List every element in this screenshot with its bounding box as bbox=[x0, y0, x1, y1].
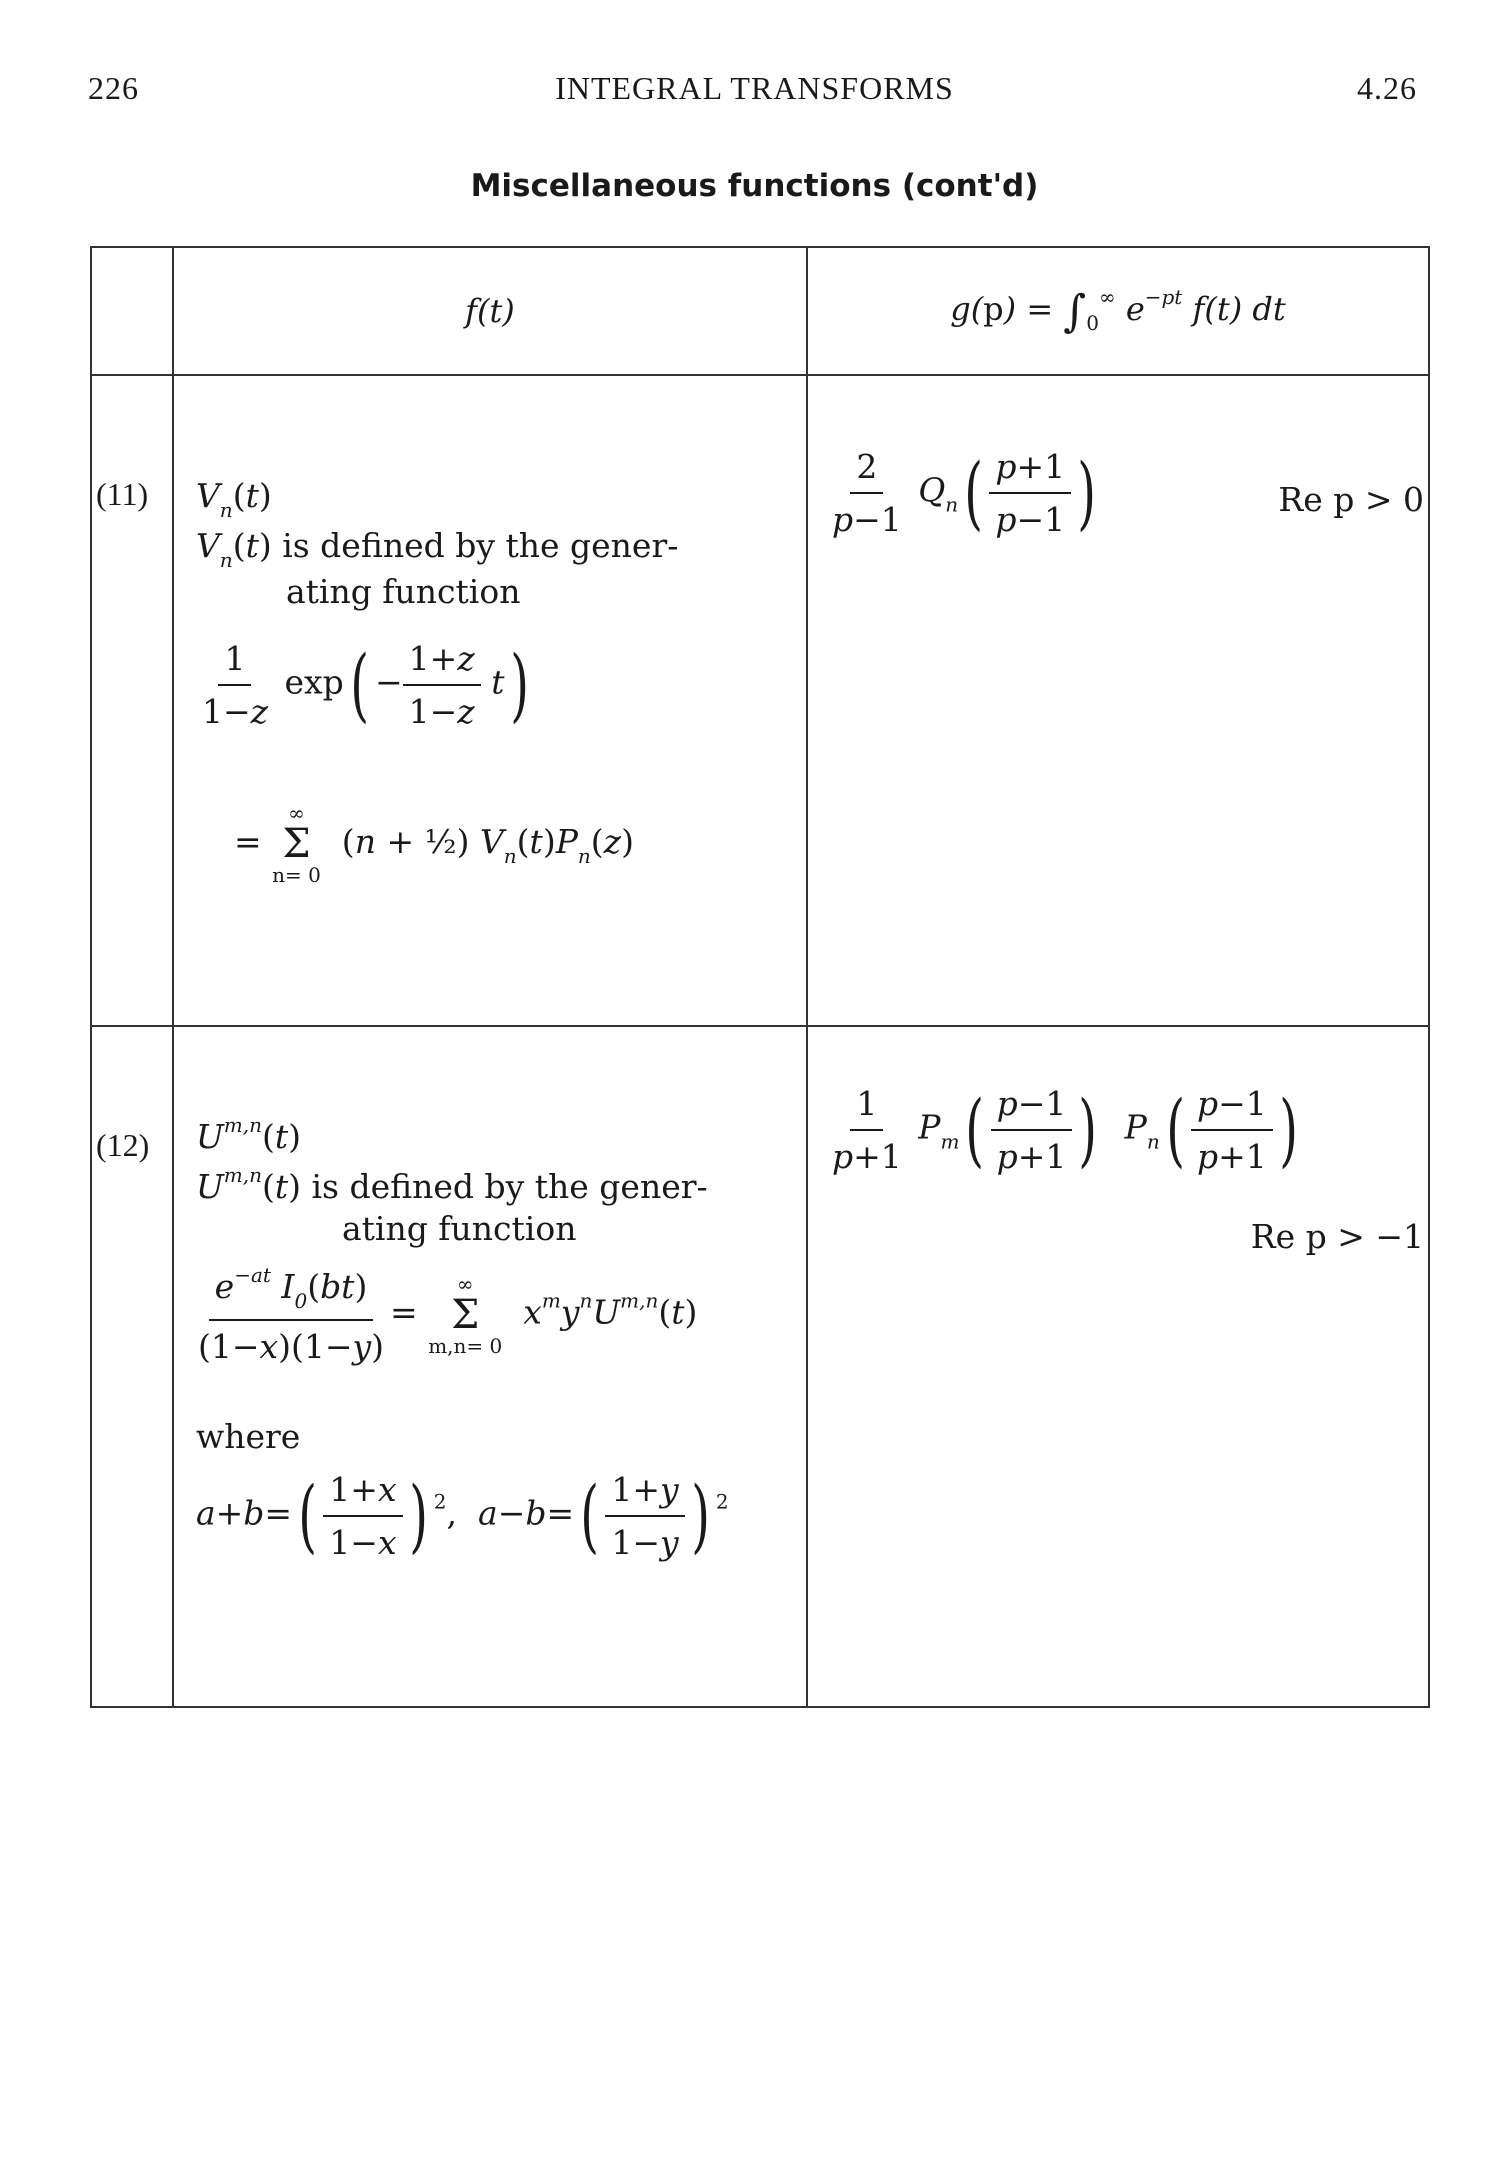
table-row bbox=[91, 375, 1429, 1026]
generating-function: $\frac{1}{1-z}$ exp( − $\frac{1+z}{1-z}$ t) bbox=[201, 638, 530, 731]
f-cell bbox=[173, 1026, 807, 1707]
f-cell bbox=[173, 375, 807, 1026]
generating-function: $\frac{e^{-at} I_0(bt)}{(1-x)(1-y)}$ = ∞ Σ m,n= 0 $x^my^nU^{m,n}(t)$ bbox=[197, 1263, 698, 1366]
condition: Re p > −1 bbox=[1250, 1217, 1424, 1256]
relations: a+b=( $\frac{1+x}{1-x}$ ) $^2$, a−b=( $\frac{1+y}{1-y}$ ) $^2$ bbox=[195, 1469, 729, 1562]
g-expression: $\frac{2}{p-1}$ $Q_n$( $\frac{p+1}{p-1}$ ) bbox=[831, 446, 1097, 539]
number-header-cell bbox=[91, 247, 173, 375]
row-number: (11) bbox=[91, 375, 173, 1026]
running-title: INTEGRAL TRANSFORMS bbox=[555, 70, 954, 106]
g-cell bbox=[807, 375, 1429, 1026]
row-number: (12) bbox=[91, 1026, 173, 1707]
condition: Re p > 0 bbox=[1278, 480, 1424, 519]
table-header-row bbox=[91, 247, 1429, 375]
series-expansion: = ∞ Σ n= 0 (n + ½) $V_n(t)P_n(z)$ bbox=[233, 801, 634, 887]
g-cell bbox=[807, 1026, 1429, 1707]
f-column-header: f(t) bbox=[173, 247, 807, 375]
definition-line-2: ating function bbox=[341, 1209, 577, 1248]
where-label: where bbox=[195, 1417, 301, 1456]
page-number: 226 bbox=[88, 70, 139, 106]
transform-table bbox=[90, 246, 1430, 1708]
definition-line-1: $V_n(t)$ is defined by the gener- bbox=[195, 526, 679, 572]
table-row bbox=[91, 1026, 1429, 1707]
table-caption: Miscellaneous functions (cont'd) bbox=[470, 168, 1039, 204]
f-name: $V_n(t)$ bbox=[195, 476, 272, 522]
definition-line-2: ating function bbox=[285, 572, 521, 611]
g-column-header: $g(p) = \int_0^\infty$ $e^{-pt}$ f(t) dt bbox=[807, 247, 1429, 375]
g-expression: $\frac{1}{p+1}$ $P_m$( $\frac{p-1}{p+1}$ ) $P_n$( $\frac{p-1}{p+1}$ ) bbox=[831, 1083, 1298, 1176]
f-name: U$^{m,n}$(t) bbox=[195, 1113, 301, 1156]
section-number: 4.26 bbox=[1357, 70, 1417, 106]
definition-line-1: U$^{m,n}$(t) is defined by the gener- bbox=[195, 1163, 708, 1206]
